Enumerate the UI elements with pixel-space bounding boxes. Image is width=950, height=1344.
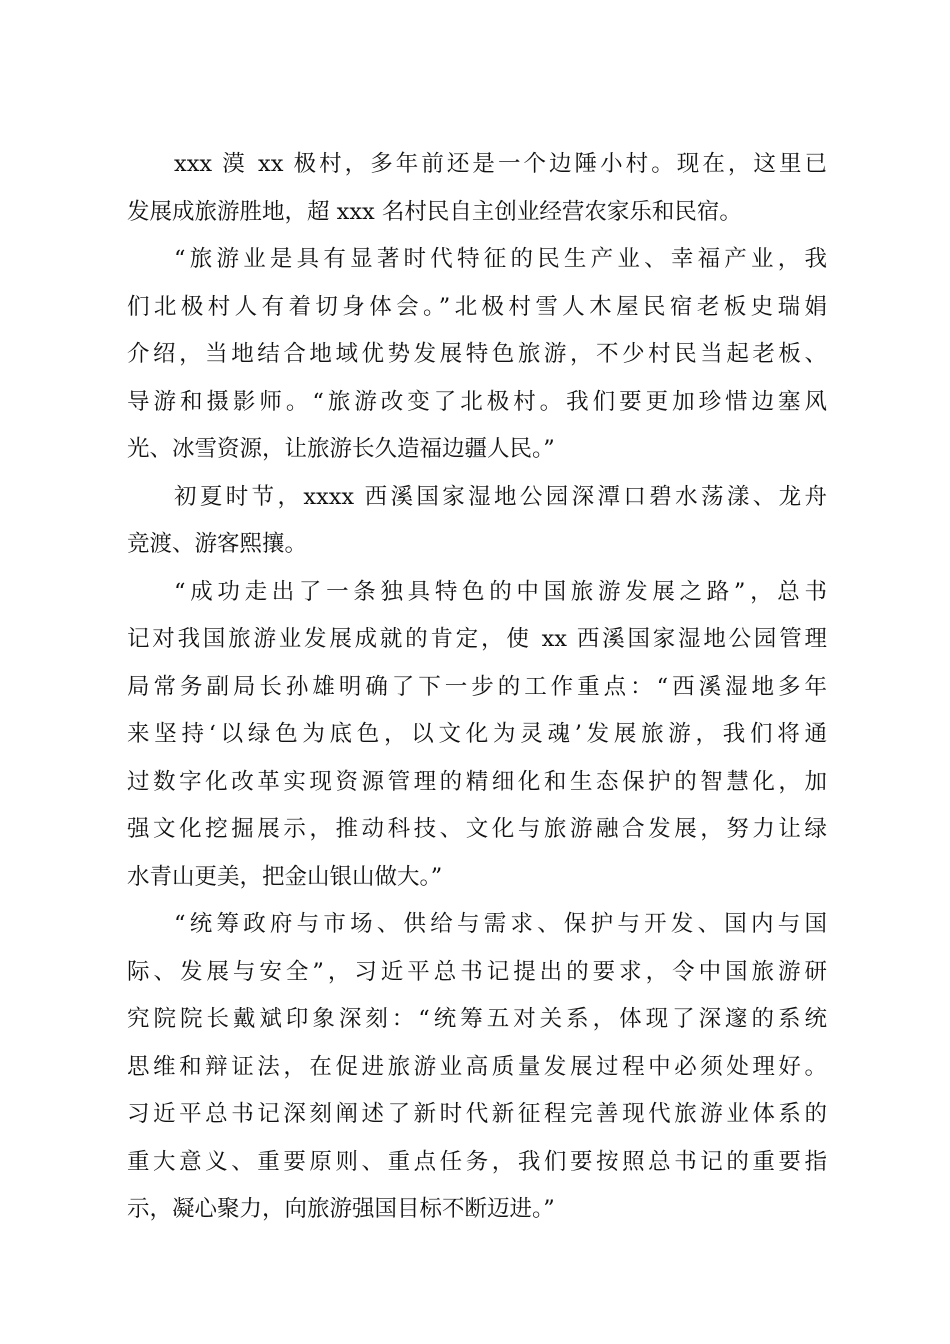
text-line: 初夏时节，xxxx 西溪国家湿地公园深潭口碧水荡漾、龙舟 [174, 483, 827, 510]
text-line: 际、发展与安全”，习近平总书记提出的要求，令中国旅游研 [127, 958, 827, 985]
paragraph-1 [127, 141, 827, 236]
text-line: 记对我国旅游业发展成就的肯定，使 xx 西溪国家湿地公园管理 [127, 626, 827, 652]
text-line: 强文化挖掘展示，推动科技、文化与旅游融合发展，努力让绿 [127, 816, 827, 842]
text-line: 光、冰雪资源，让旅游长久造福边疆人民。” [127, 436, 555, 462]
text-line: 重大意义、重要原则、重点任务，我们要按照总书记的重要指 [127, 1148, 827, 1175]
text-line: “成功走出了一条独具特色的中国旅游发展之路”，总书 [174, 578, 827, 605]
text-line: “统筹政府与市场、供给与需求、保护与开发、国内与国 [174, 911, 827, 937]
text-line: 竞渡、游客熙攘。 [127, 531, 308, 557]
text-line: 导游和摄影师。“旅游改变了北极村。我们要更加珍惜边塞风 [127, 388, 827, 415]
text-line: 发展成旅游胜地，超 xxx 名村民自主创业经营农家乐和民宿。 [127, 198, 742, 225]
text-line: 过数字化改革实现资源管理的精细化和生态保护的智慧化，加 [127, 768, 827, 795]
text-line: xxx 漠 xx 极村，多年前还是一个边陲小村。现在，这里已 [174, 151, 827, 177]
text-line: 们北极村人有着切身体会。”北极村雪人木屋民宿老板史瑞娟 [127, 293, 827, 320]
paragraph-5 [127, 901, 827, 1234]
text-line: 思维和辩证法，在促进旅游业高质量发展过程中必须处理好。 [127, 1053, 827, 1080]
text-line: 介绍，当地结合地域优势发展特色旅游，不少村民当起老板、 [127, 341, 827, 367]
text-line: 究院院长戴斌印象深刻：“统筹五对关系，体现了深邃的系统 [127, 1006, 827, 1032]
text-line: 来坚持‘以绿色为底色，以文化为灵魂’发展旅游，我们将通 [127, 721, 827, 747]
text-line: 示，凝心聚力，向旅游强国目标不断迈进。” [127, 1196, 555, 1222]
text-line: 习近平总书记深刻阐述了新时代新征程完善现代旅游业体系的 [127, 1101, 827, 1127]
paragraph-3 [127, 474, 827, 569]
text-line: “旅游业是具有显著时代特征的民生产业、幸福产业，我 [174, 246, 827, 272]
text-line: 水青山更美，把金山银山做大。” [127, 863, 443, 890]
text-line: 局常务副局长孙雄明确了下一步的工作重点：“西溪湿地多年 [127, 673, 827, 700]
paragraph-2 [127, 236, 827, 474]
article-body [127, 141, 827, 1234]
paragraph-4 [127, 569, 827, 902]
